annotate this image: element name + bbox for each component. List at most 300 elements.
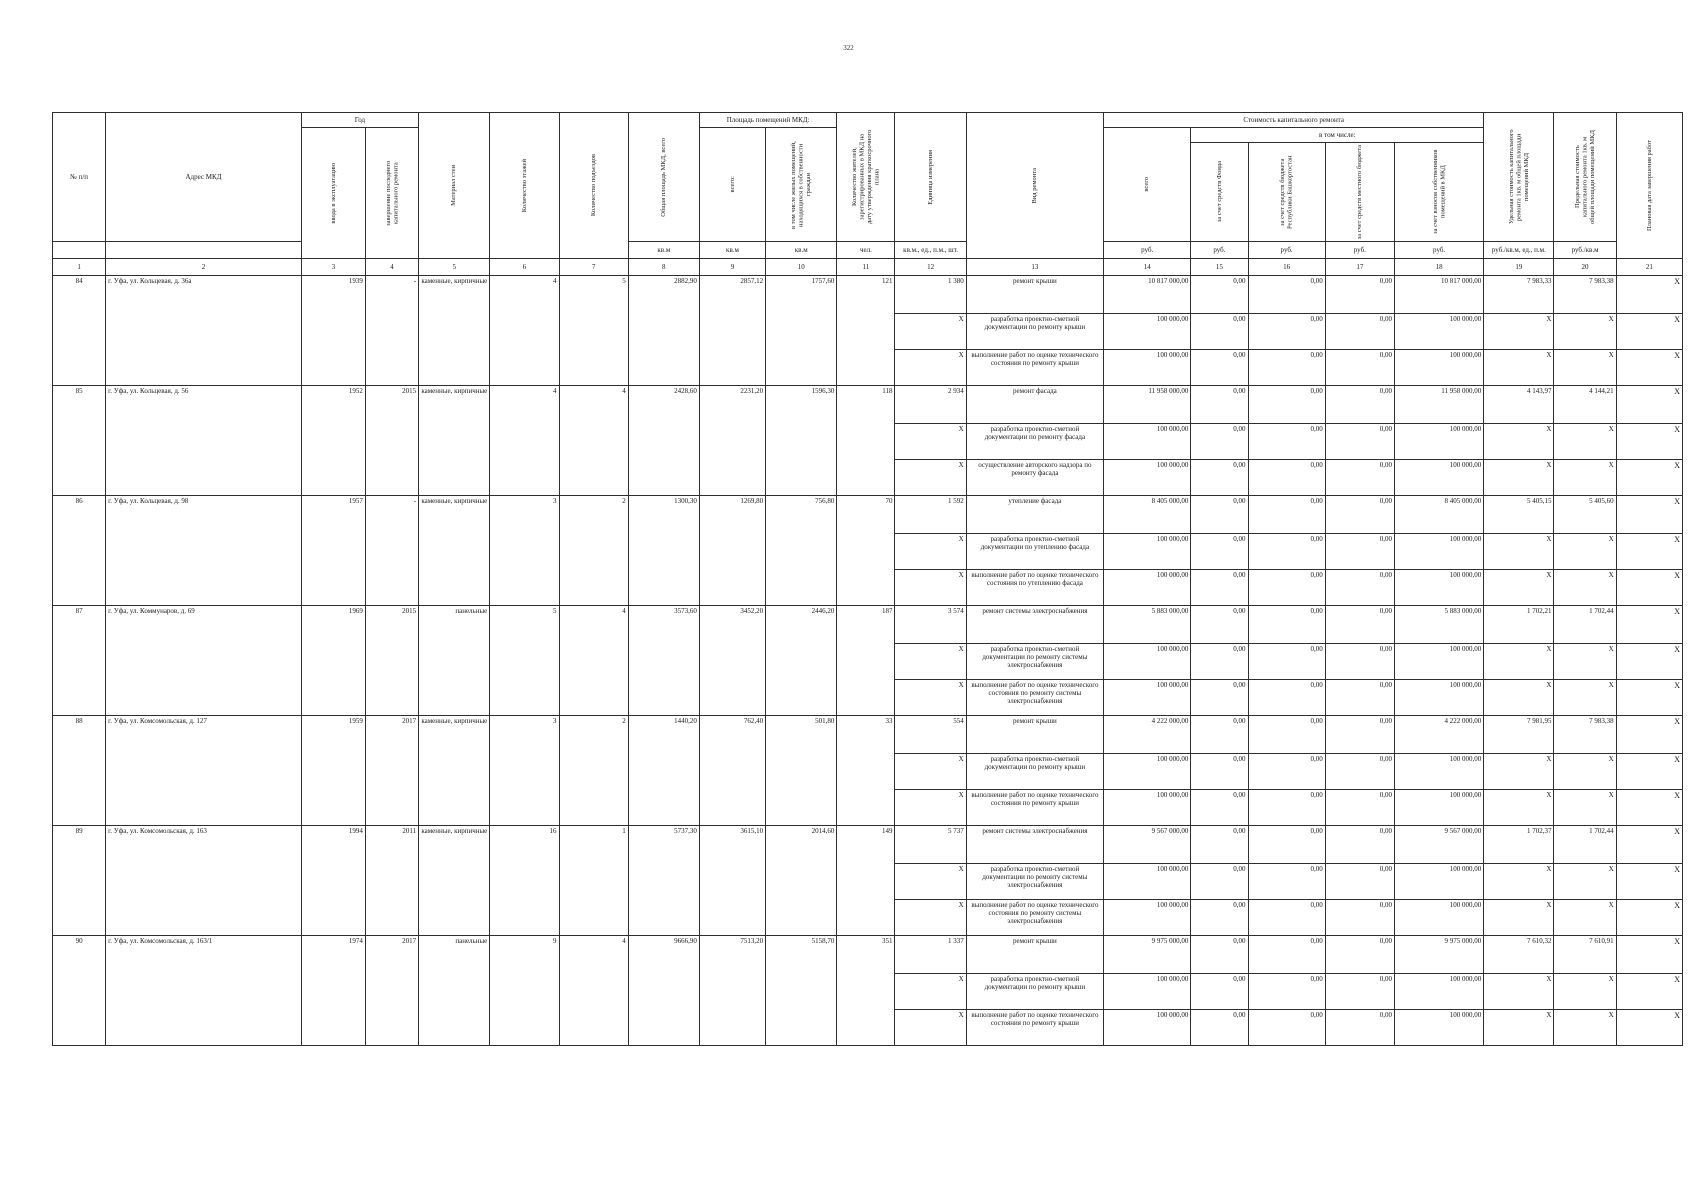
work-max-cost: 1 702,44 (1554, 606, 1616, 644)
work-cost-owners: 9 567 000,00 (1394, 826, 1483, 864)
work-unit-cost: X (1484, 974, 1554, 1010)
work-cost-owners: 100 000,00 (1394, 1010, 1483, 1046)
work-max-cost: X (1554, 534, 1616, 570)
header-address: Адрес МКД (106, 113, 302, 242)
work-type: ремонт крыши (966, 936, 1103, 974)
row-year-repair: - (365, 276, 418, 386)
row-year-repair: 2015 (365, 386, 418, 496)
work-cost-total: 4 222 000,00 (1104, 716, 1191, 754)
work-type: разработка проектно-сметной документации по ремонту фасада (966, 424, 1103, 460)
row-year-built: 1952 (301, 386, 365, 496)
work-cost-republic: 0,00 (1248, 606, 1325, 644)
row-residents: 149 (837, 826, 895, 936)
work-cost-local: 0,00 (1325, 570, 1394, 606)
work-cost-owners: 100 000,00 (1394, 680, 1483, 716)
work-completion-date: X (1616, 460, 1682, 496)
row-residents: 351 (837, 936, 895, 1046)
work-type: утепление фасада (966, 496, 1103, 534)
work-cost-local: 0,00 (1325, 276, 1394, 314)
work-completion-date: X (1616, 350, 1682, 386)
row-residents: 187 (837, 606, 895, 716)
work-cost-owners: 9 975 000,00 (1394, 936, 1483, 974)
work-completion-date: X (1616, 386, 1682, 424)
work-max-cost: X (1554, 900, 1616, 936)
work-cost-republic: 0,00 (1248, 460, 1325, 496)
work-quantity: X (895, 754, 966, 790)
header-republic-budget: за счет средств бюджета Республики Башкортостан (1248, 143, 1325, 242)
work-cost-fund: 0,00 (1191, 460, 1248, 496)
header-cost: Стоимость капитального ремонта (1104, 113, 1484, 128)
work-cost-republic: 0,00 (1248, 570, 1325, 606)
work-cost-fund: 0,00 (1191, 386, 1248, 424)
row-number: 85 (53, 386, 106, 496)
work-type: выполнение работ по оценке технического состояния по ремонту крыши (966, 790, 1103, 826)
col-number: 12 (895, 259, 966, 276)
work-cost-fund: 0,00 (1191, 314, 1248, 350)
unit-cell: руб. (1248, 242, 1325, 259)
row-floors: 4 (490, 276, 559, 386)
header-unit: Единица измерения (895, 113, 966, 242)
row-residents: 33 (837, 716, 895, 826)
work-cost-republic: 0,00 (1248, 350, 1325, 386)
work-cost-fund: 0,00 (1191, 936, 1248, 974)
row-material: каменные, кирпичные (419, 716, 490, 826)
row-year-built: 1974 (301, 936, 365, 1046)
col-number: 21 (1616, 259, 1682, 276)
row-premises-total: 2231,20 (699, 386, 765, 496)
work-cost-republic: 0,00 (1248, 790, 1325, 826)
work-quantity: X (895, 1010, 966, 1046)
work-quantity: X (895, 974, 966, 1010)
row-entrances: 5 (559, 276, 628, 386)
row-address: г. Уфа, ул. Комсомольская, д. 163 (106, 826, 302, 936)
work-unit-cost: 1 702,21 (1484, 606, 1554, 644)
row-year-repair: 2017 (365, 716, 418, 826)
work-cost-total: 11 958 000,00 (1104, 386, 1191, 424)
work-completion-date: X (1616, 314, 1682, 350)
work-quantity: X (895, 680, 966, 716)
work-cost-republic: 0,00 (1248, 386, 1325, 424)
col-number: 20 (1554, 259, 1616, 276)
col-number: 3 (301, 259, 365, 276)
row-entrances: 4 (559, 386, 628, 496)
row-total-area: 9666,90 (628, 936, 699, 1046)
work-cost-owners: 100 000,00 (1394, 534, 1483, 570)
row-address: г. Уфа, ул. Коммунаров, д. 69 (106, 606, 302, 716)
work-cost-total: 100 000,00 (1104, 570, 1191, 606)
units-row (53, 242, 1683, 259)
col-number: 5 (419, 259, 490, 276)
work-cost-republic: 0,00 (1248, 644, 1325, 680)
col-number: 18 (1394, 259, 1483, 276)
work-completion-date: X (1616, 900, 1682, 936)
col-number: 17 (1325, 259, 1394, 276)
row-material: панельные (419, 936, 490, 1046)
row-entrances: 1 (559, 826, 628, 936)
work-max-cost: 4 144,21 (1554, 386, 1616, 424)
work-unit-cost: X (1484, 314, 1554, 350)
work-cost-total: 100 000,00 (1104, 460, 1191, 496)
header-entrances: Количество подъездов (559, 113, 628, 259)
work-cost-fund: 0,00 (1191, 974, 1248, 1010)
repair-plan-sheet (52, 112, 1683, 1046)
work-cost-local: 0,00 (1325, 790, 1394, 826)
row-premises-total: 1269,80 (699, 496, 765, 606)
work-cost-local: 0,00 (1325, 314, 1394, 350)
page-number: 322 (843, 44, 854, 52)
column-numbers-row (53, 259, 1683, 276)
work-cost-owners: 100 000,00 (1394, 570, 1483, 606)
work-unit-cost: X (1484, 900, 1554, 936)
work-cost-republic: 0,00 (1248, 864, 1325, 900)
work-unit-cost: 1 702,37 (1484, 826, 1554, 864)
work-cost-fund: 0,00 (1191, 276, 1248, 314)
col-number: 11 (837, 259, 895, 276)
work-cost-fund: 0,00 (1191, 680, 1248, 716)
work-cost-fund: 0,00 (1191, 496, 1248, 534)
work-quantity: 1 380 (895, 276, 966, 314)
work-completion-date: X (1616, 974, 1682, 1010)
col-number: 6 (490, 259, 559, 276)
work-max-cost: X (1554, 680, 1616, 716)
work-completion-date: X (1616, 534, 1682, 570)
work-cost-fund: 0,00 (1191, 350, 1248, 386)
table-row (53, 716, 1683, 754)
row-residential-area: 2014,60 (766, 826, 837, 936)
header-in-that-number: в том числе: (1191, 128, 1484, 143)
col-number: 14 (1104, 259, 1191, 276)
work-cost-owners: 10 817 000,00 (1394, 276, 1483, 314)
work-cost-total: 9 567 000,00 (1104, 826, 1191, 864)
work-completion-date: X (1616, 496, 1682, 534)
work-cost-total: 100 000,00 (1104, 534, 1191, 570)
header-year: Год (301, 113, 418, 128)
work-completion-date: X (1616, 754, 1682, 790)
work-completion-date: X (1616, 1010, 1682, 1046)
unit-cell: чел. (837, 242, 895, 259)
work-max-cost: X (1554, 424, 1616, 460)
work-unit-cost: 4 143,97 (1484, 386, 1554, 424)
header-total-area: Общая площадь МКД, всего (628, 113, 699, 242)
work-type: разработка проектно-сметной документации по ремонту крыши (966, 314, 1103, 350)
col-number: 10 (766, 259, 837, 276)
header-residents: Количество жителей, зарегистрированных в МКД на дату утверждения краткосрочного плана (837, 113, 895, 242)
work-cost-local: 0,00 (1325, 974, 1394, 1010)
work-cost-republic: 0,00 (1248, 716, 1325, 754)
work-unit-cost: 7 610,32 (1484, 936, 1554, 974)
header-unit-cost: Удельная стоимость капитального ремонта 1кв. м общей площади помещений МКД (1484, 113, 1554, 242)
work-cost-local: 0,00 (1325, 716, 1394, 754)
row-residents: 121 (837, 276, 895, 386)
work-cost-fund: 0,00 (1191, 716, 1248, 754)
work-cost-total: 100 000,00 (1104, 900, 1191, 936)
work-unit-cost: X (1484, 644, 1554, 680)
work-type: ремонт фасада (966, 386, 1103, 424)
work-completion-date: X (1616, 606, 1682, 644)
row-address: г. Уфа, ул. Кольцевая, д. 56 (106, 386, 302, 496)
work-cost-owners: 100 000,00 (1394, 974, 1483, 1010)
row-address: г. Уфа, ул. Комсомольская, д. 163/1 (106, 936, 302, 1046)
row-number: 90 (53, 936, 106, 1046)
row-residential-area: 756,80 (766, 496, 837, 606)
row-year-built: 1959 (301, 716, 365, 826)
work-cost-owners: 100 000,00 (1394, 790, 1483, 826)
work-type: выполнение работ по оценке технического состояния по утеплению фасада (966, 570, 1103, 606)
unit-cell: руб. (1394, 242, 1483, 259)
table-row (53, 496, 1683, 534)
work-cost-republic: 0,00 (1248, 826, 1325, 864)
work-cost-local: 0,00 (1325, 644, 1394, 680)
work-cost-republic: 0,00 (1248, 276, 1325, 314)
row-number: 87 (53, 606, 106, 716)
row-floors: 5 (490, 606, 559, 716)
row-residents: 70 (837, 496, 895, 606)
row-residential-area: 2446,20 (766, 606, 837, 716)
work-cost-owners: 100 000,00 (1394, 864, 1483, 900)
row-entrances: 4 (559, 606, 628, 716)
work-cost-republic: 0,00 (1248, 314, 1325, 350)
header-year-last-repair: завершение последнего капитального ремонта (365, 128, 418, 259)
work-cost-fund: 0,00 (1191, 790, 1248, 826)
work-cost-republic: 0,00 (1248, 1010, 1325, 1046)
work-quantity: X (895, 314, 966, 350)
work-unit-cost: X (1484, 680, 1554, 716)
work-cost-total: 10 817 000,00 (1104, 276, 1191, 314)
work-type: осуществление авторского надзора по ремонту фасада (966, 460, 1103, 496)
work-quantity: X (895, 424, 966, 460)
work-cost-owners: 5 883 000,00 (1394, 606, 1483, 644)
header-num: № п/п (53, 113, 106, 242)
unit-cell: кв.м., ед., п.м., шт. (895, 242, 966, 259)
row-year-built: 1969 (301, 606, 365, 716)
work-cost-fund: 0,00 (1191, 864, 1248, 900)
work-cost-local: 0,00 (1325, 900, 1394, 936)
table-row (53, 386, 1683, 424)
col-number: 16 (1248, 259, 1325, 276)
row-number: 84 (53, 276, 106, 386)
row-floors: 3 (490, 716, 559, 826)
row-residential-area: 1757,60 (766, 276, 837, 386)
work-cost-total: 100 000,00 (1104, 424, 1191, 460)
work-completion-date: X (1616, 424, 1682, 460)
work-type: выполнение работ по оценке технического состояния по ремонту крыши (966, 350, 1103, 386)
work-type: разработка проектно-сметной документации по утеплению фасада (966, 534, 1103, 570)
work-quantity: 5 737 (895, 826, 966, 864)
row-premises-total: 762,40 (699, 716, 765, 826)
row-floors: 3 (490, 496, 559, 606)
row-address: г. Уфа, ул. Кольцевая, д. 36а (106, 276, 302, 386)
row-address: г. Уфа, ул. Комсомольская, д. 127 (106, 716, 302, 826)
work-cost-total: 100 000,00 (1104, 974, 1191, 1010)
work-type: выполнение работ по оценке технического состояния по ремонту системы электроснабжения (966, 680, 1103, 716)
work-completion-date: X (1616, 936, 1682, 974)
work-max-cost: X (1554, 350, 1616, 386)
row-material: каменные, кирпичные (419, 386, 490, 496)
work-unit-cost: X (1484, 534, 1554, 570)
row-total-area: 2428,60 (628, 386, 699, 496)
work-quantity: X (895, 570, 966, 606)
work-cost-local: 0,00 (1325, 496, 1394, 534)
row-residents: 118 (837, 386, 895, 496)
unit-cell: руб./кв.м, ед., п.м. (1484, 242, 1554, 259)
row-total-area: 5737,30 (628, 826, 699, 936)
work-cost-fund: 0,00 (1191, 424, 1248, 460)
work-cost-total: 9 975 000,00 (1104, 936, 1191, 974)
work-cost-owners: 4 222 000,00 (1394, 716, 1483, 754)
work-cost-total: 8 405 000,00 (1104, 496, 1191, 534)
row-year-built: 1994 (301, 826, 365, 936)
unit-cell: кв.м (699, 242, 765, 259)
row-total-area: 3573,60 (628, 606, 699, 716)
header-fund: за счет средств Фонда (1191, 143, 1248, 242)
work-cost-local: 0,00 (1325, 754, 1394, 790)
header-max-cost: Предельная стоимость капитального ремонта 1кв. м общей площади помещений МКД (1554, 113, 1616, 242)
work-cost-owners: 8 405 000,00 (1394, 496, 1483, 534)
work-cost-owners: 100 000,00 (1394, 424, 1483, 460)
table-header (53, 113, 1683, 276)
work-cost-fund: 0,00 (1191, 826, 1248, 864)
col-number: 9 (699, 259, 765, 276)
work-type: разработка проектно-сметной документации по ремонту крыши (966, 754, 1103, 790)
table-row (53, 276, 1683, 314)
work-max-cost: X (1554, 460, 1616, 496)
work-cost-local: 0,00 (1325, 864, 1394, 900)
work-cost-fund: 0,00 (1191, 606, 1248, 644)
work-completion-date: X (1616, 716, 1682, 754)
work-cost-republic: 0,00 (1248, 680, 1325, 716)
work-quantity: 3 574 (895, 606, 966, 644)
row-floors: 9 (490, 936, 559, 1046)
repair-plan-table (52, 112, 1683, 1046)
row-residential-area: 5158,70 (766, 936, 837, 1046)
work-cost-local: 0,00 (1325, 606, 1394, 644)
row-total-area: 1440,20 (628, 716, 699, 826)
work-max-cost: 1 702,44 (1554, 826, 1616, 864)
col-number: 2 (106, 259, 302, 276)
work-cost-owners: 100 000,00 (1394, 900, 1483, 936)
unit-cell: кв.м (766, 242, 837, 259)
work-completion-date: X (1616, 276, 1682, 314)
col-number: 1 (53, 259, 106, 276)
work-cost-republic: 0,00 (1248, 424, 1325, 460)
table-row (53, 936, 1683, 974)
work-max-cost: X (1554, 314, 1616, 350)
work-cost-owners: 11 958 000,00 (1394, 386, 1483, 424)
row-year-built: 1939 (301, 276, 365, 386)
work-cost-local: 0,00 (1325, 386, 1394, 424)
row-year-repair: 2015 (365, 606, 418, 716)
work-cost-total: 100 000,00 (1104, 864, 1191, 900)
work-cost-total: 5 883 000,00 (1104, 606, 1191, 644)
header-completion-date: Плановая дата завершения работ (1616, 113, 1682, 259)
work-cost-owners: 100 000,00 (1394, 314, 1483, 350)
work-max-cost: 7 983,38 (1554, 716, 1616, 754)
work-completion-date: X (1616, 864, 1682, 900)
col-number: 15 (1191, 259, 1248, 276)
work-type: ремонт крыши (966, 276, 1103, 314)
work-cost-fund: 0,00 (1191, 570, 1248, 606)
row-residential-area: 1596,30 (766, 386, 837, 496)
work-unit-cost: X (1484, 424, 1554, 460)
work-cost-fund: 0,00 (1191, 754, 1248, 790)
row-entrances: 2 (559, 496, 628, 606)
row-floors: 4 (490, 386, 559, 496)
work-quantity: X (895, 790, 966, 826)
unit-cell: руб./кв.м (1554, 242, 1616, 259)
row-entrances: 2 (559, 716, 628, 826)
work-completion-date: X (1616, 790, 1682, 826)
row-material: каменные, кирпичные (419, 276, 490, 386)
work-cost-owners: 100 000,00 (1394, 350, 1483, 386)
header-premises-total: всего: (699, 128, 765, 242)
work-cost-republic: 0,00 (1248, 900, 1325, 936)
row-residential-area: 501,80 (766, 716, 837, 826)
row-year-built: 1957 (301, 496, 365, 606)
row-premises-total: 2857,12 (699, 276, 765, 386)
work-cost-local: 0,00 (1325, 680, 1394, 716)
work-unit-cost: X (1484, 460, 1554, 496)
work-cost-local: 0,00 (1325, 1010, 1394, 1046)
work-max-cost: X (1554, 974, 1616, 1010)
col-number: 13 (966, 259, 1103, 276)
row-number: 89 (53, 826, 106, 936)
work-unit-cost: X (1484, 864, 1554, 900)
work-type: разработка проектно-сметной документации по ремонту системы электроснабжения (966, 864, 1103, 900)
work-completion-date: X (1616, 680, 1682, 716)
unit-cell: кв.м (628, 242, 699, 259)
row-material: панельные (419, 606, 490, 716)
work-cost-owners: 100 000,00 (1394, 754, 1483, 790)
work-max-cost: 7 983,38 (1554, 276, 1616, 314)
row-number: 86 (53, 496, 106, 606)
work-cost-local: 0,00 (1325, 826, 1394, 864)
work-max-cost: X (1554, 644, 1616, 680)
col-number: 8 (628, 259, 699, 276)
work-max-cost: X (1554, 570, 1616, 606)
work-unit-cost: X (1484, 570, 1554, 606)
row-material: каменные, кирпичные (419, 496, 490, 606)
row-address: г. Уфа, ул. Кольцевая, д. 98 (106, 496, 302, 606)
row-year-repair: - (365, 496, 418, 606)
work-type: ремонт системы электроснабжения (966, 826, 1103, 864)
col-number: 19 (1484, 259, 1554, 276)
header-work-type: Вид ремонта (966, 113, 1103, 259)
row-total-area: 1300,30 (628, 496, 699, 606)
row-premises-total: 3615,10 (699, 826, 765, 936)
work-cost-republic: 0,00 (1248, 754, 1325, 790)
work-max-cost: X (1554, 1010, 1616, 1046)
work-quantity: 2 934 (895, 386, 966, 424)
work-cost-total: 100 000,00 (1104, 754, 1191, 790)
row-year-repair: 2011 (365, 826, 418, 936)
work-unit-cost: 7 983,33 (1484, 276, 1554, 314)
row-floors: 16 (490, 826, 559, 936)
row-material: каменные, кирпичные (419, 826, 490, 936)
work-cost-local: 0,00 (1325, 534, 1394, 570)
work-quantity: X (895, 864, 966, 900)
work-cost-fund: 0,00 (1191, 534, 1248, 570)
col-number: 7 (559, 259, 628, 276)
work-max-cost: X (1554, 790, 1616, 826)
work-cost-fund: 0,00 (1191, 900, 1248, 936)
work-cost-fund: 0,00 (1191, 644, 1248, 680)
header-premises-residential: в том числе жилых помещений, находящихся в собственности граждан (766, 128, 837, 242)
work-cost-total: 100 000,00 (1104, 644, 1191, 680)
table-row (53, 826, 1683, 864)
work-type: разработка проектно-сметной документации по ремонту крыши (966, 974, 1103, 1010)
unit-cell: руб. (1104, 242, 1191, 259)
work-cost-fund: 0,00 (1191, 1010, 1248, 1046)
